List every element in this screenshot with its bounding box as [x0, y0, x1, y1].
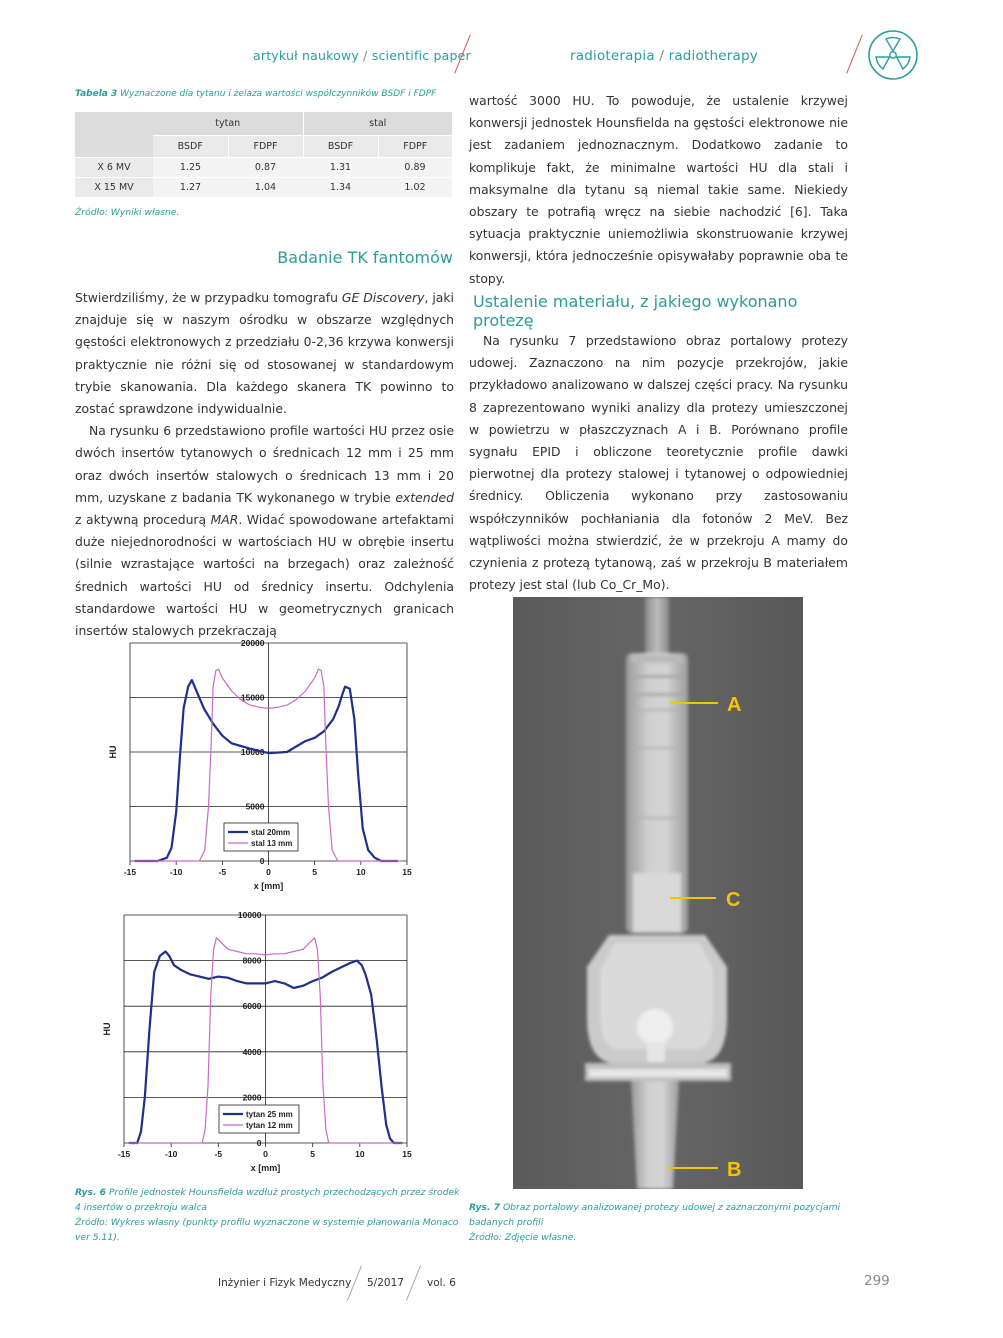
fig7-caption-label: Rys. 7 [469, 1202, 501, 1213]
header-slash-right [846, 34, 863, 73]
table3-cell: 0.87 [228, 157, 303, 177]
table3-group-header: stal [303, 112, 452, 135]
footer-slash [406, 1265, 421, 1301]
section1-body [75, 287, 454, 642]
y-tick-label: 10000 [240, 747, 265, 757]
table3-cell: 1.27 [153, 177, 228, 197]
hu-profile-chart-titanium [100, 907, 418, 1177]
x-tick-label: 0 [263, 1149, 268, 1159]
y-tick-label: 0 [259, 856, 265, 866]
radiation-trefoil-icon [866, 28, 920, 82]
table3-cell: 1.31 [303, 157, 378, 177]
y-tick-label: 15000 [240, 692, 265, 703]
table3-cell: 1.04 [228, 177, 303, 197]
hu-profile-chart-steel [108, 635, 418, 897]
chart-legend [219, 1105, 299, 1133]
fig6-caption-label: Rys. 6 [75, 1187, 107, 1198]
fig6-source: Źródło: Wykres własny (punkty profilu wyznaczone w systemie planowania Monaco ver 5.11). [75, 1217, 459, 1243]
legend-entry: stal 20mm [251, 828, 291, 837]
table3-column-header: BSDF [303, 135, 378, 157]
y-axis-label: HU [108, 745, 118, 759]
x-tick-label: 10 [355, 1149, 365, 1159]
table3-row-label: X 6 MV [75, 157, 153, 177]
section2-body [469, 330, 848, 596]
table3-corner-cell [75, 112, 153, 157]
x-tick-label: -15 [117, 1149, 131, 1159]
paragraph: Na rysunku 7 przedstawiono obraz portalowy protezy udowej. Zaznaczono na nim pozycje przekrojów, jakie przykładowo analizowano w dalszej części pracy. Na rysunku 8 zaprezentowano wyniki analizy dla protezy umieszczonej w powietrzu w płaszczyznach A i B. Porównano profile sygnału EPID i obliczone teoretycznie profile dawki pierwotnej dla protezy stalowej i tytanowej o odpowiedniej średnicy. Obliczenia wykonano przy zastosowaniu współczynników pochłaniania dla fotonów 2 MeV. Bez wątpliwości można stwierdzić, że w przekroju A mamy do czynienia z protezą tytanową, zaś w przekroju B materiałem protezy jest stal (lub Co_Cr_Mo). [469, 333, 848, 593]
portal-image-prosthesis [513, 597, 803, 1189]
x-tick-label: -5 [214, 1149, 223, 1159]
legend-entry: stal 13 mm [251, 839, 293, 848]
table3 [75, 112, 452, 198]
paragraph: Stwierdziliśmy, że w przypadku tomografu GE Discovery, jaki znajduje się w naszym ośrodku w obszarze względnych gęstości elektronowych z przedziału 0-2,36 krzywa konwersji praktycznie nie różni się od stosowanej w standardowym trybie skanowania. Dla każdego skanera TK powinno to zostać sprawdzone indywidualnie. [75, 290, 454, 417]
table3-caption-label: Tabela 3 [75, 89, 118, 99]
x-tick-label: -15 [123, 867, 137, 877]
header-category-en: scientific paper [371, 48, 471, 63]
table3-header-row-1 [75, 112, 452, 135]
chart-legend [224, 823, 298, 851]
table3-caption-text: Wyznaczone dla tytanu i żelaza wartości współczynników BSDF i FDPF [117, 89, 437, 99]
x-tick-label: -10 [165, 1149, 178, 1159]
x-tick-label: -5 [218, 867, 227, 877]
x-axis-label: x [mm] [253, 881, 284, 891]
fig6-caption-text: Profile jednostek Hounsfielda wzdłuż prostych przechodzących przez środek 4 insertów o przekroju walca [75, 1187, 460, 1213]
table3-cell: 1.02 [378, 177, 452, 197]
table3-cell: 1.34 [303, 177, 378, 197]
table3-source: Źródło: Wyniki własne. [75, 207, 180, 218]
x-tick-label: 0 [266, 867, 271, 877]
section-title-ct-phantoms: Badanie TK fantomów [277, 248, 453, 267]
x-tick-label: 5 [310, 1149, 316, 1159]
header-category-pl: artykuł naukowy [253, 48, 359, 63]
y-tick-label: 4000 [242, 1046, 262, 1057]
fig7-caption-text: Obraz portalowy analizowanej protezy udowej z zaznaczonymi pozycjami badanych profili [469, 1202, 841, 1228]
y-tick-label: 8000 [242, 955, 262, 966]
table3-group-header: tytan [153, 112, 303, 135]
fig7-caption [469, 1200, 849, 1245]
header-right [570, 48, 758, 64]
footer-journal: Inżynier i Fizyk Medyczny [218, 1277, 352, 1289]
y-tick-label: 0 [256, 1138, 262, 1148]
header-section-pl: radioterapia [570, 48, 655, 64]
column2-continuation: wartość 3000 HU. To powoduje, że ustalenie krzywej konwersji jednostek Hounsfielda na gęstości elektronowe nie jest zadaniem jednoznacznym. Dodatkowo zadanie to komplikuje fakt, że minimalne wartości HU dla stali i maksymalne dla tytanu są niemal takie same. Niekiedy obszary te potrafią wręcz na siebie nachodzić [6]. Taka sytuacja praktycznie uniemożliwia skonstruowanie krzywej konwersji, która jednocześnie opisywałaby poprawnie oba te stopy. [469, 93, 848, 286]
x-tick-label: 15 [402, 867, 412, 877]
footer-issue: 5/2017 [367, 1277, 404, 1289]
table-row [75, 177, 452, 197]
header-section-en: radiotherapy [668, 48, 758, 64]
table3-column-header: BSDF [153, 135, 228, 157]
table3-column-header: FDPF [378, 135, 452, 157]
section-label-a: A [727, 694, 742, 716]
table3-caption [75, 87, 436, 102]
fig7-source: Źródło: Zdjęcie własne. [469, 1232, 577, 1243]
section-title-prosthesis-material: Ustalenie materiału, z jakiego wykonano protezę [473, 292, 798, 330]
x-tick-label: 10 [356, 867, 366, 877]
x-tick-label: 5 [312, 867, 318, 877]
table3-cell: 1.25 [153, 157, 228, 177]
y-tick-label: 20000 [240, 638, 265, 648]
x-axis-label: x [mm] [250, 1163, 281, 1173]
header-left [253, 48, 471, 63]
y-tick-label: 5000 [245, 801, 265, 812]
y-tick-label: 6000 [242, 1001, 262, 1012]
table3-row-label: X 15 MV [75, 177, 153, 197]
y-tick-label: 10000 [237, 910, 262, 920]
fig6-caption [75, 1185, 460, 1245]
y-axis-label: HU [102, 1022, 112, 1036]
table3-cell: 0.89 [378, 157, 452, 177]
y-tick-label: 2000 [242, 1092, 262, 1103]
paragraph: Na rysunku 6 przedstawiono profile wartości HU przez osie dwóch insertów tytanowych o średnicach 12 mm i 25 mm oraz dwóch insertów stalowych o średnicach 13 mm i 20 mm, uzyskane z badania TK wykonanego w trybie extended z aktywną procedurą MAR. Widać spowodowane artefaktami duże niejednorodności w wartościach HU w obrębie insertu (silnie wzrastające wartości na brzegach) oraz zależność średnich wartości HU od średnicy insertu. Odchylenia standardowe wartości HU w geometrycznych granicach insertów stalowych przekraczają [75, 423, 454, 639]
x-tick-label: -10 [170, 867, 183, 877]
footer-volume: vol. 6 [427, 1277, 456, 1289]
legend-entry: tytan 25 mm [246, 1110, 293, 1119]
table-row [75, 157, 452, 177]
header-separator: / [358, 48, 372, 63]
legend-entry: tytan 12 mm [246, 1121, 293, 1130]
section-label-b: B [727, 1159, 742, 1181]
section-label-c: C [726, 889, 741, 911]
header-separator: / [654, 48, 669, 64]
x-tick-label: 15 [402, 1149, 412, 1159]
table3-column-header: FDPF [228, 135, 303, 157]
page-number: 299 [864, 1273, 890, 1289]
